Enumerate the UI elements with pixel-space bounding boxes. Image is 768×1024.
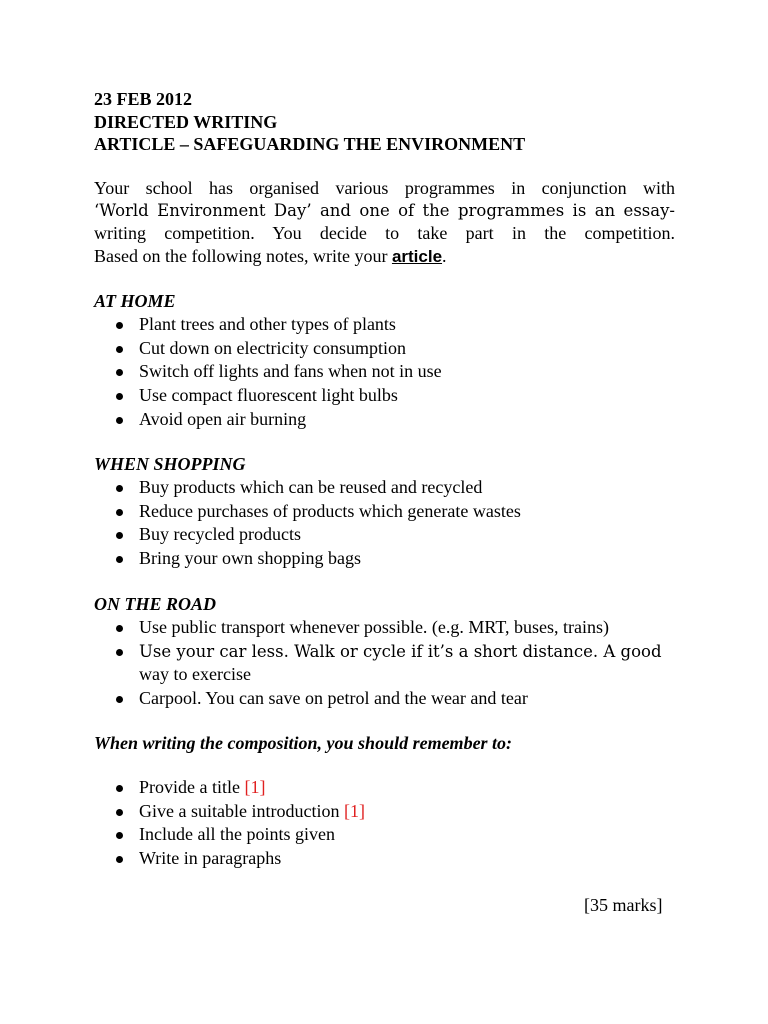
list-item-text: Use your car less. Walk or cycle if it’s a short distance. A good <box>139 641 662 661</box>
list-item-text: Use compact fluorescent light bulbs <box>139 385 398 406</box>
list-item-text: Buy products which can be reused and recycled <box>139 477 483 497</box>
marks-badge: [1] <box>343 800 365 821</box>
list-item-text: way to exercise <box>139 664 251 685</box>
list-item <box>112 776 365 800</box>
list-item-continuation <box>112 663 662 687</box>
bullet-icon <box>116 485 123 492</box>
list-item-text: Plant trees and other types of plants <box>139 314 396 334</box>
list-item <box>112 847 365 871</box>
instructions-list <box>112 776 365 871</box>
bullet-icon <box>116 649 123 656</box>
bullet-icon <box>116 509 123 516</box>
list-item <box>112 384 442 408</box>
list-item <box>112 687 662 711</box>
bullet-icon <box>116 369 123 376</box>
bullet-icon <box>116 346 123 353</box>
list-item-text: Write in paragraphs <box>139 848 282 869</box>
list-item <box>112 313 442 337</box>
list-item <box>112 337 442 361</box>
list-item <box>112 360 442 384</box>
list-item <box>112 476 521 500</box>
bullet-icon <box>116 556 123 563</box>
exam-date: 23 FEB 2012 <box>94 89 193 109</box>
instructions-heading: When writing the composition, you should remember to: <box>94 733 513 753</box>
list-item <box>112 523 521 547</box>
list-item-text: Provide a title <box>139 777 240 797</box>
bullet-icon <box>116 809 123 816</box>
list-item <box>112 408 442 432</box>
list-item <box>112 616 662 640</box>
list-item-text: Carpool. You can save on petrol and the wear and tear <box>139 688 528 709</box>
list-item <box>112 800 365 824</box>
on-the-road-list <box>112 616 662 711</box>
bullet-icon <box>116 832 123 839</box>
list-item-text: Cut down on electricity consumption <box>139 337 406 358</box>
bullet-icon <box>116 322 123 329</box>
bullet-icon <box>116 785 123 792</box>
list-item <box>112 823 365 847</box>
list-item-text: Bring your own shopping bags <box>139 548 361 569</box>
bullet-icon <box>116 417 123 424</box>
list-item-text: Reduce purchases of products which generate wastes <box>139 500 521 521</box>
section-heading-when-shopping: WHEN SHOPPING <box>94 454 246 474</box>
intro-line-2: ‘World Environment Day’ and one of the programmes is an essay- <box>94 200 675 220</box>
intro-line-3: writing competition. You decide to take part in the competition. <box>94 223 675 244</box>
intro-paragraph <box>94 177 675 269</box>
list-item-text: Use public transport whenever possible. (e.g. MRT, buses, trains) <box>139 617 609 637</box>
intro-line-1: Your school has organised various programmes in conjunction with <box>94 178 675 198</box>
list-item <box>112 640 662 664</box>
list-item-text: Include all the points given <box>139 824 335 845</box>
document-title: ARTICLE – SAFEGUARDING THE ENVIRONMENT <box>94 134 526 154</box>
marks-badge: [1] <box>244 777 266 797</box>
intro-line-4-end: . <box>442 246 447 267</box>
list-item-text: Buy recycled products <box>139 524 301 545</box>
list-item-text: Switch off lights and fans when not in use <box>139 361 442 382</box>
at-home-list <box>112 313 442 432</box>
exam-type: DIRECTED WRITING <box>94 112 278 132</box>
bullet-icon <box>116 696 123 703</box>
intro-line-4 <box>94 245 675 269</box>
section-heading-on-the-road: ON THE ROAD <box>94 594 217 614</box>
section-heading-at-home: AT HOME <box>94 291 176 311</box>
total-marks: [35 marks] <box>584 895 663 915</box>
bullet-icon <box>116 625 123 632</box>
list-item <box>112 500 521 524</box>
bullet-icon <box>116 393 123 400</box>
list-item-text: Avoid open air burning <box>139 408 307 429</box>
bullet-icon <box>116 856 123 863</box>
list-item <box>112 547 521 571</box>
list-item-text: Give a suitable introduction <box>139 800 340 821</box>
article-emphasis: article <box>391 247 443 267</box>
when-shopping-list <box>112 476 521 571</box>
intro-line-4-text: Based on the following notes, write your <box>94 246 388 267</box>
bullet-icon <box>116 532 123 539</box>
